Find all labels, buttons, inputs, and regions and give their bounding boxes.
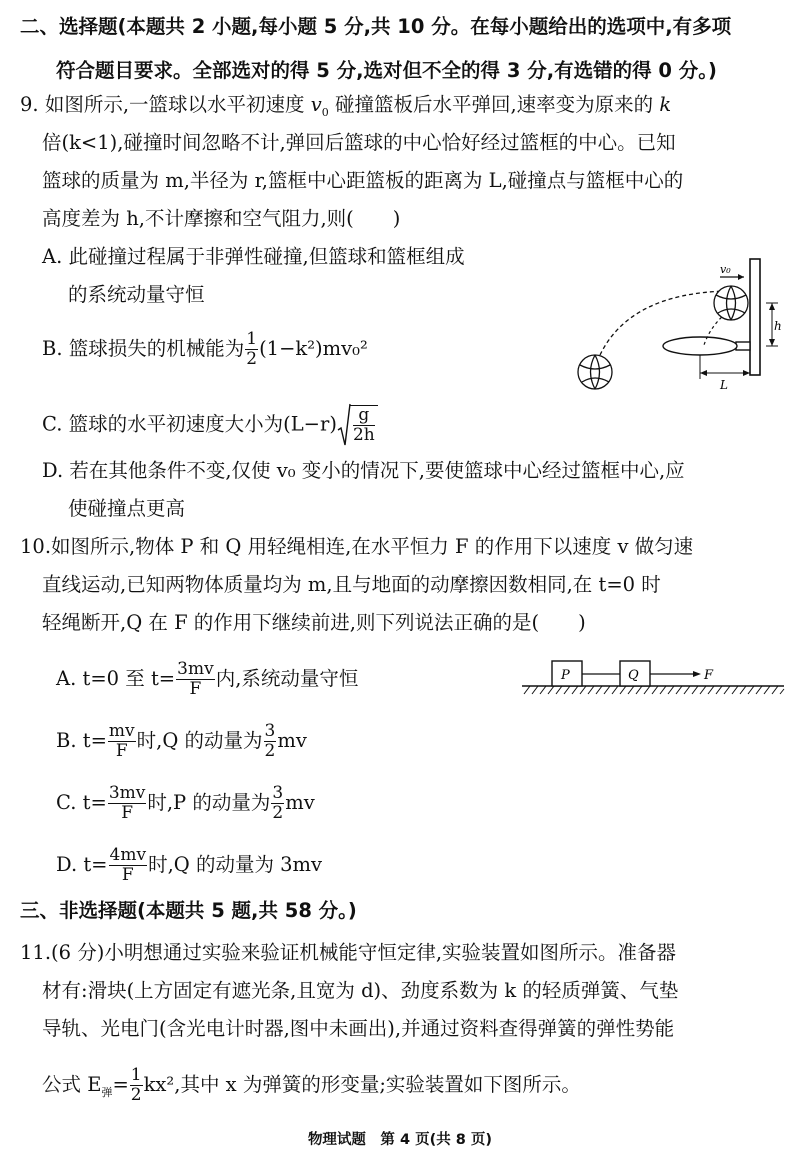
q10-stem-line2: 直线运动,已知两物体质量均为 m,且与地面的动摩擦因数相同,在 t=0 时 xyxy=(42,573,661,596)
backboard xyxy=(750,259,760,375)
q11-line3: 导轨、光电门(含光电计时器,图中未画出),并通过资料查得弹簧的弹性势能 xyxy=(42,1017,675,1040)
q9-stem-line1a: 如图所示,一篮球以水平初速度 xyxy=(44,93,311,116)
h-label: h xyxy=(774,319,782,333)
q9-option-d-line2: 使碰撞点更高 xyxy=(68,497,186,520)
rim-bracket xyxy=(736,342,750,350)
ground-hatching xyxy=(524,686,784,694)
q10-option-b-pre: B. t= xyxy=(56,729,107,752)
q9-k: k xyxy=(659,93,672,116)
page-footer: 物理试题 第 4 页(共 8 页) xyxy=(307,1132,493,1148)
block-P-label: P xyxy=(561,668,570,683)
q10-option-a-post: 内,系统动量守恒 xyxy=(215,667,359,690)
q9-option-d-line1: D. 若在其他条件不变,仅使 v₀ 变小的情况下,要使篮球中心经过篮框中心,应 xyxy=(42,459,685,482)
q10-option-d xyxy=(56,846,322,885)
q10-stem-line3: 轻绳断开,Q 在 F 的作用下继续前进,则下列说法正确的是( ) xyxy=(42,611,586,634)
q9-stem-line2: 倍(k<1),碰撞时间忽略不计,弹回后篮球的中心恰好经过篮框的中心。已知 xyxy=(42,131,676,154)
q10-stem-line1-text: 如图所示,物体 P 和 Q 用轻绳相连,在水平恒力 F 的作用下以速度 v 做匀速 xyxy=(51,535,694,558)
fraction-three-halves-b: $\frac{3}{2}$ xyxy=(264,721,276,761)
L-label: L xyxy=(720,378,728,392)
section3-title: 三、非选择题(本题共 5 题,共 58 分。) xyxy=(20,899,357,922)
q9-stem-line1: 9. 如图所示,一篮球以水平初速度 $v_0$ 碰撞篮板后水平弹回,速率变为原来的 k xyxy=(20,93,672,119)
ball-at-board xyxy=(714,286,748,320)
section2-title-line1: 二、选择题(本题共 2 小题,每小题 5 分,共 10 分。在每小题给出的选项中,有多项 xyxy=(20,15,732,38)
q10-option-b-mid: 时,Q 的动量为 xyxy=(136,729,263,752)
q9-option-b xyxy=(42,330,368,369)
fraction-4mv-over-F: $\frac{4mv}{F}$ xyxy=(109,845,147,885)
q11-line1 xyxy=(20,940,676,966)
block-Q-label: Q xyxy=(628,668,639,683)
q9-stem-line4: 高度差为 h,不计摩擦和空气阻力,则( ) xyxy=(42,207,401,230)
q10-option-c-post: mv xyxy=(285,791,315,814)
q9-option-b-pre: B. 篮球损失的机械能为 xyxy=(42,337,245,360)
q10-option-b-post: mv xyxy=(277,729,307,752)
q10-option-c-pre: C. t= xyxy=(56,791,107,814)
fraction-mv-over-F: $\frac{mv}{F}$ xyxy=(108,721,135,761)
hoop xyxy=(663,337,737,355)
q11-line4-sub: 弹 xyxy=(101,1085,113,1099)
q9-option-a-line2: 的系统动量守恒 xyxy=(68,283,205,306)
q10-option-b xyxy=(56,722,307,761)
q9-option-a-line1: A. 此碰撞过程属于非弹性碰撞,但篮球和篮框组成 xyxy=(42,245,465,268)
q10-option-a xyxy=(56,660,358,699)
sqrt-g-over-2h: $\frac{g}{2h}$ xyxy=(337,402,379,448)
q11-line4-post: kx²,其中 x 为弹簧的形变量;实验装置如下图所示。 xyxy=(143,1073,581,1096)
q9-v0: v xyxy=(310,93,322,116)
q9-stem-line3: 篮球的质量为 m,半径为 r,篮框中心距篮板的距离为 L,碰撞点与篮框中心的 xyxy=(42,169,684,192)
q9-option-c xyxy=(42,402,379,448)
q9-basketball-figure xyxy=(570,255,785,405)
q9-option-c-pre: C. 篮球的水平初速度大小为(L−r) xyxy=(42,412,337,436)
fraction-3mv-over-F: $\frac{3mv}{F}$ xyxy=(177,659,214,699)
q9-stem-line1b: 碰撞篮板后水平弹回,速率变为原来的 xyxy=(334,93,660,116)
fraction-3mv-over-F-c: $\frac{3mv}{F}$ xyxy=(108,783,146,823)
q11-line4-eq: = xyxy=(112,1073,129,1096)
q9-option-b-post: (1−k²)mv₀² xyxy=(259,337,368,360)
q11-line4 xyxy=(42,1066,581,1105)
q10-blocks-figure xyxy=(518,652,788,702)
v0-label: v₀ xyxy=(720,263,731,276)
fraction-one-half-q11: $\frac{1}{2}$ xyxy=(130,1065,142,1105)
fraction-one-half: $\frac{1}{2}$ xyxy=(246,329,258,369)
q11-line1-text: (6 分)小明想通过实验来验证机械能守恒定律,实验装置如图所示。准备器 xyxy=(51,941,677,964)
q11-line4-pre: 公式 E xyxy=(42,1073,102,1096)
force-F-label: F xyxy=(704,668,714,683)
q10-option-a-pre: A. t=0 至 t= xyxy=(56,667,176,690)
q10-option-c xyxy=(56,784,315,823)
fraction-three-halves-c: $\frac{3}{2}$ xyxy=(272,783,284,823)
q10-option-d-pre: D. t= xyxy=(56,853,108,876)
q11-line2: 材有:滑块(上方固定有遮光条,且宽为 d)、劲度系数为 k 的轻质弹簧、气垫 xyxy=(42,979,679,1002)
q10-option-c-mid: 时,P 的动量为 xyxy=(147,791,271,814)
q10-stem-line1 xyxy=(20,534,693,560)
q10-number: 10. xyxy=(20,535,52,558)
q9-number: 9. xyxy=(20,93,39,116)
ball-left xyxy=(578,355,612,389)
section2-title-line2: 符合题目要求。全部选对的得 5 分,选对但不全的得 3 分,有选错的得 0 分。) xyxy=(56,59,717,82)
q11-number: 11. xyxy=(20,941,52,964)
q10-option-d-mid: 时,Q 的动量为 3mv xyxy=(148,853,323,876)
